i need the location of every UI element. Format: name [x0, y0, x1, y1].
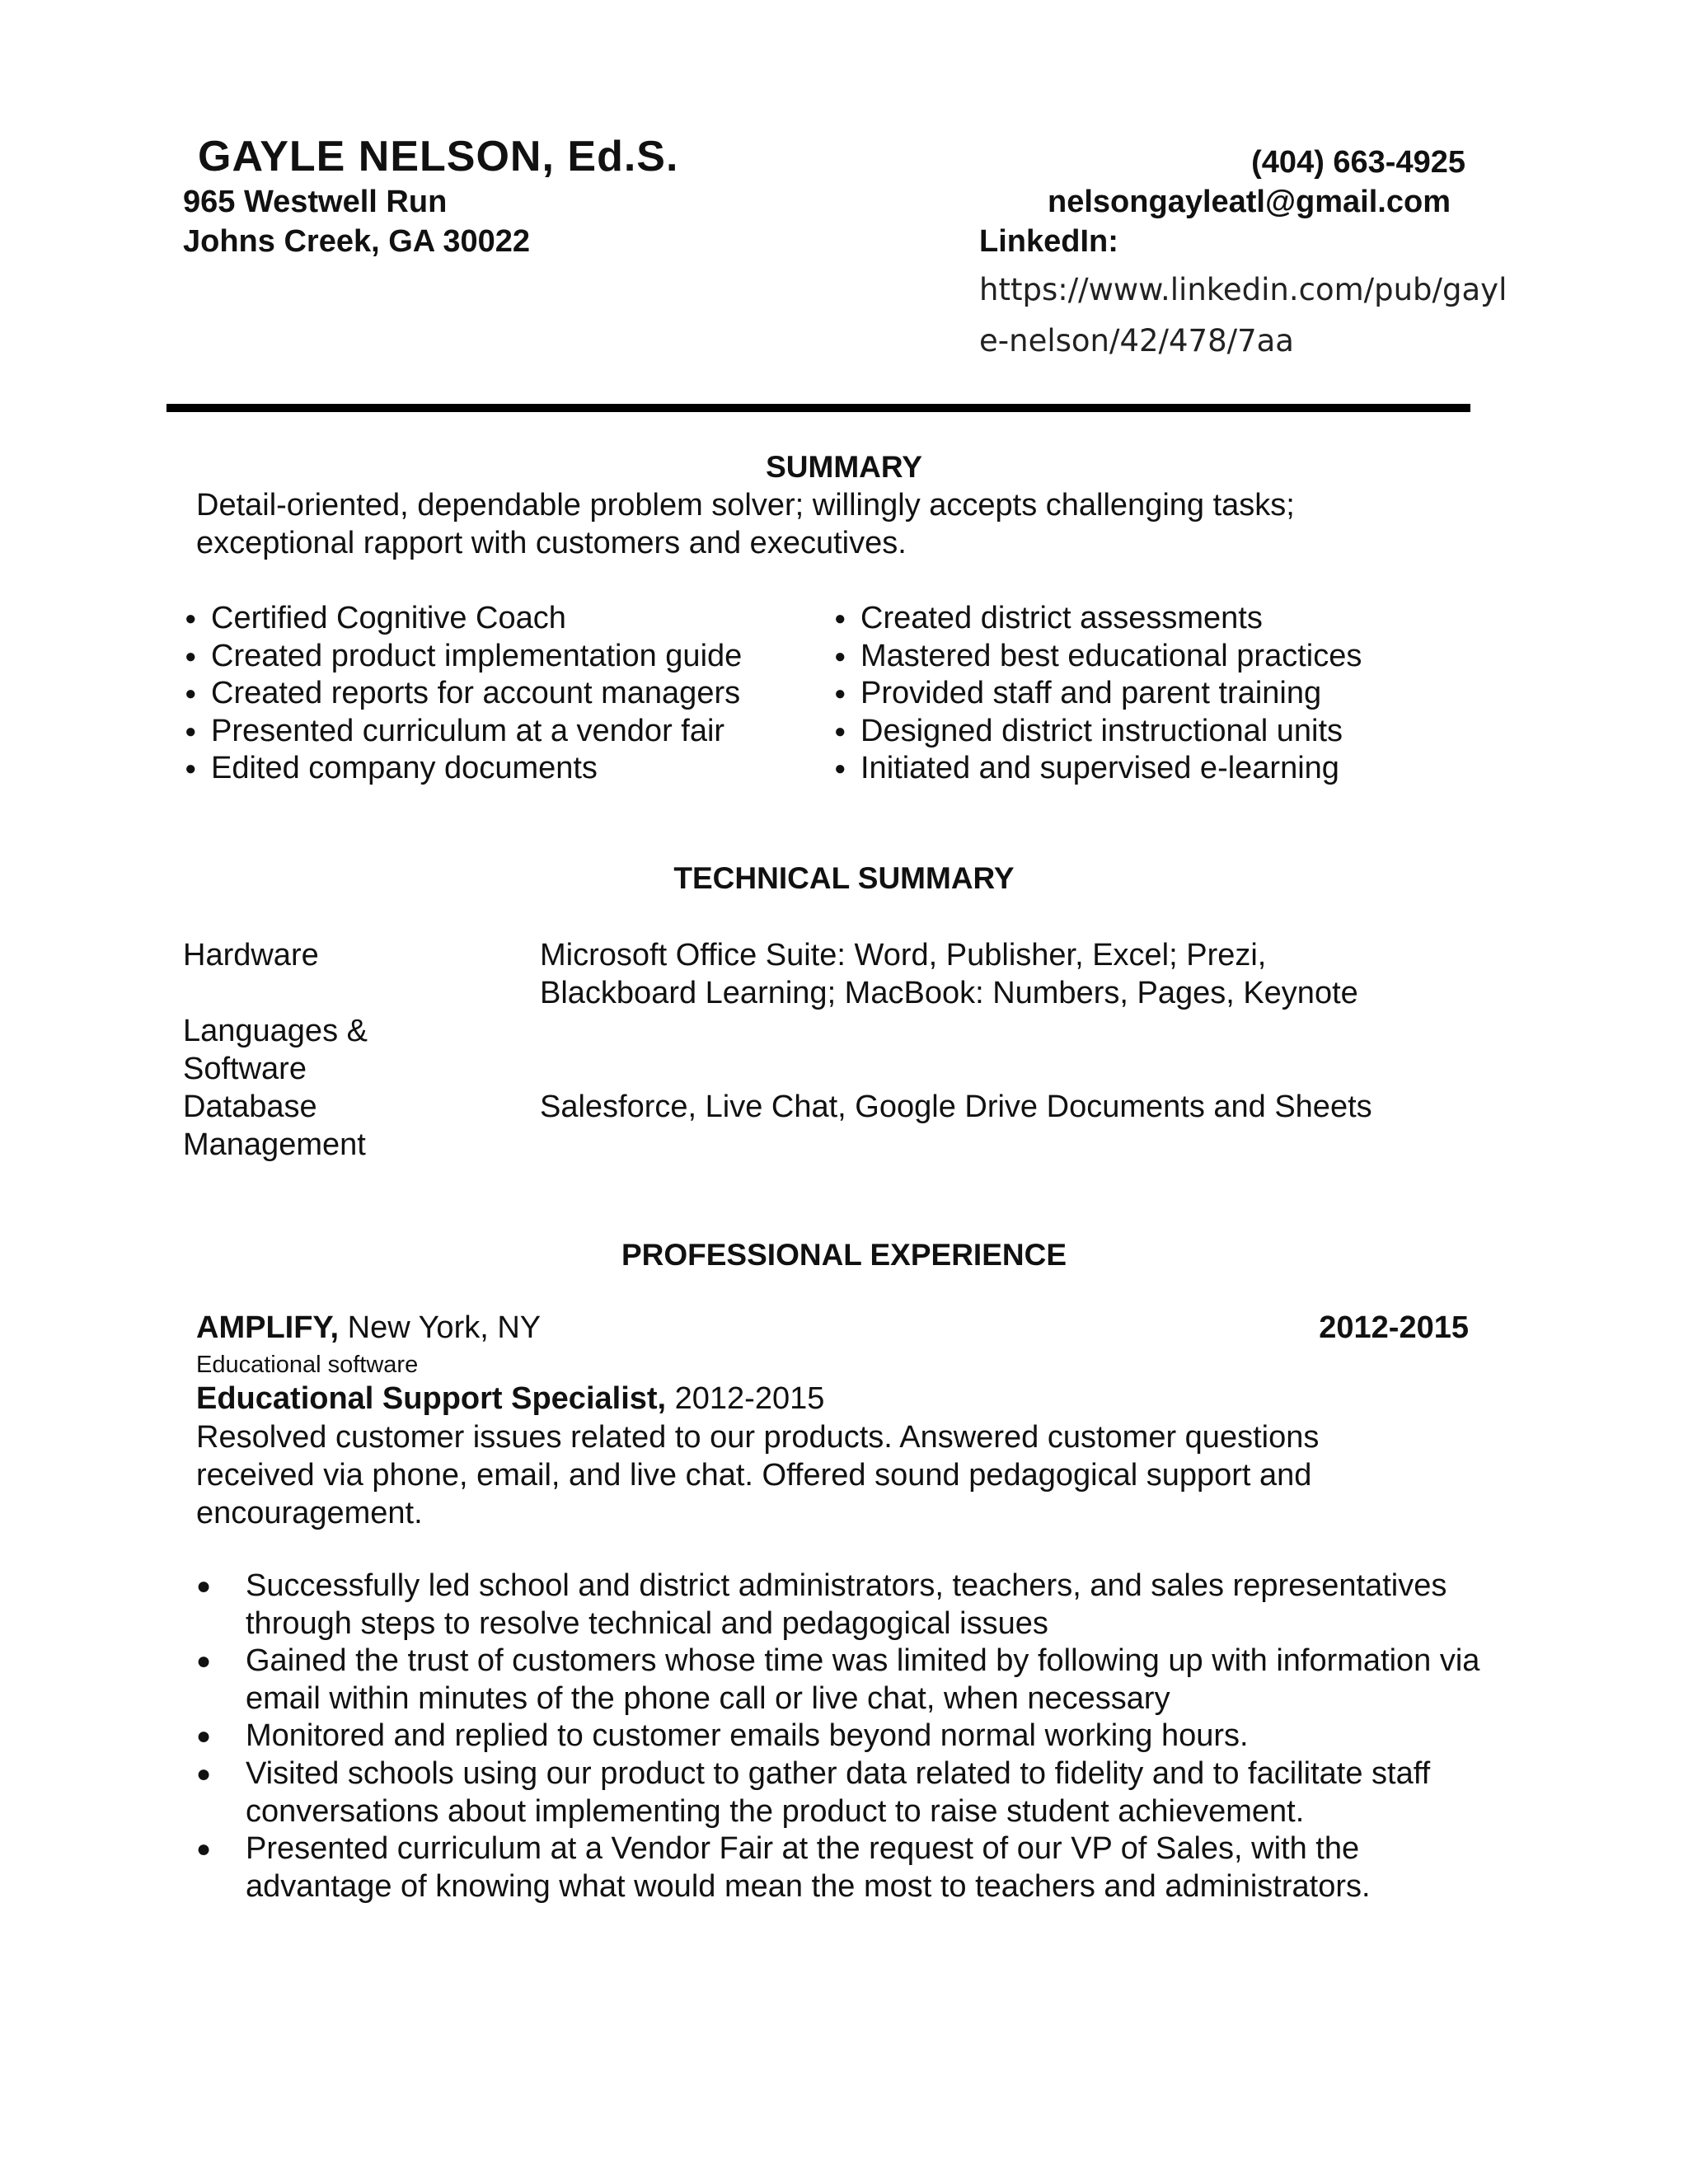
- list-item: ● Created district assessments: [832, 600, 1362, 638]
- bullet-icon: ●: [834, 757, 846, 780]
- bullet-icon: ●: [834, 682, 846, 705]
- bullet-icon: ●: [834, 607, 846, 630]
- summary-heading: SUMMARY: [766, 450, 922, 484]
- hardware-value-line2: Blackboard Learning; MacBook: Numbers, Pages, Keynote: [540, 976, 1358, 1010]
- list-item: ● Gained the trust of customers whose time was limited by following up with information via email within minutes of the phone call or live chat, when necessary: [196, 1643, 1480, 1716]
- list-item: ● Created product implementation guide: [183, 638, 742, 676]
- bullet-icon: ●: [185, 719, 197, 743]
- summary-bullets-left: [183, 600, 742, 788]
- database-value: Salesforce, Live Chat, Google Drive Documents and Sheets: [540, 1090, 1372, 1124]
- bullet-icon: ●: [196, 1835, 212, 1863]
- company-description: Educational software: [196, 1352, 419, 1378]
- job-title-years: 2012-2015: [666, 1381, 825, 1416]
- list-item: ● Initiated and supervised e-learning: [832, 750, 1362, 788]
- database-label-line2: Management: [183, 1127, 366, 1162]
- technical-summary-heading: TECHNICAL SUMMARY: [673, 861, 1015, 895]
- bullet-icon: ●: [196, 1572, 212, 1600]
- experience-bullets: [196, 1568, 1482, 1905]
- list-item: ● Presented curriculum at a vendor fair: [183, 713, 742, 751]
- list-item: ● Designed district instructional units: [832, 713, 1362, 751]
- company-name: AMPLIFY,: [196, 1310, 340, 1345]
- bullet-icon: ●: [185, 644, 197, 668]
- address-street: 965 Westwell Run: [183, 185, 448, 219]
- list-item: ● Monitored and replied to customer emails beyond normal working hours.: [196, 1718, 1482, 1755]
- languages-label-line1: Languages &: [183, 1014, 368, 1048]
- database-label-line1: Database: [183, 1090, 317, 1124]
- candidate-name: GAYLE NELSON, Ed.S.: [198, 133, 679, 180]
- bullet-icon: ●: [185, 757, 197, 780]
- list-item: ● Provided staff and parent training: [832, 675, 1362, 713]
- bullet-icon: ●: [834, 644, 846, 668]
- company-years: 2012-2015: [1319, 1310, 1469, 1345]
- summary-line-1: Detail-oriented, dependable problem solver; willingly accepts challenging tasks;: [196, 488, 1295, 523]
- hardware-value-line1: Microsoft Office Suite: Word, Publisher, Excel; Prezi,: [540, 938, 1267, 972]
- summary-line-2: exceptional rapport with customers and executives.: [196, 526, 907, 560]
- bullet-icon: ●: [185, 607, 197, 630]
- job-title: Educational Support Specialist,: [196, 1381, 667, 1416]
- bullet-icon: ●: [185, 682, 197, 705]
- list-item: ● Created reports for account managers: [183, 675, 742, 713]
- hardware-label: Hardware: [183, 938, 319, 972]
- summary-bullets-right: [832, 600, 1362, 788]
- list-item: ● Edited company documents: [183, 750, 742, 788]
- list-item: ● Successfully led school and district administrators, teachers, and sales representatives through steps to resolve technical and pedagogical issues: [196, 1568, 1447, 1641]
- languages-label-line2: Software: [183, 1052, 307, 1086]
- address-city: Johns Creek, GA 30022: [183, 224, 531, 259]
- job-description: Resolved customer issues related to our products. Answered customer questions received via phone, email, and live chat. Offered sound pedagogical support and encouragement.: [196, 1420, 1320, 1530]
- bullet-icon: ●: [196, 1722, 212, 1750]
- linkedin-url-line2[interactable]: e-nelson/42/478/7aa: [979, 323, 1294, 359]
- list-item: ● Certified Cognitive Coach: [183, 600, 742, 638]
- company-location: New York, NY: [339, 1310, 542, 1345]
- bullet-icon: ●: [196, 1760, 212, 1788]
- list-item: ● Visited schools using our product to gather data related to fidelity and to facilitate staff conversations about implementing the product to raise student achievement.: [196, 1755, 1431, 1829]
- bullet-icon: ●: [196, 1647, 212, 1675]
- header-divider: [166, 404, 1470, 412]
- experience-heading: PROFESSIONAL EXPERIENCE: [621, 1238, 1067, 1272]
- bullet-icon: ●: [834, 719, 846, 743]
- linkedin-label: LinkedIn:: [979, 224, 1118, 259]
- list-item: ● Presented curriculum at a Vendor Fair at the request of our VP of Sales, with the advantage of knowing what would mean the most to teachers and administrators.: [196, 1831, 1371, 1904]
- list-item: ● Mastered best educational practices: [832, 638, 1362, 676]
- linkedin-url-line1[interactable]: https://www.linkedin.com/pub/gayl: [979, 272, 1507, 307]
- job-title-line: [196, 1381, 824, 1417]
- email-address[interactable]: nelsongayleatl@gmail.com: [1048, 185, 1451, 219]
- phone-number: (404) 663-4925: [1251, 145, 1465, 180]
- company-line: [196, 1310, 541, 1346]
